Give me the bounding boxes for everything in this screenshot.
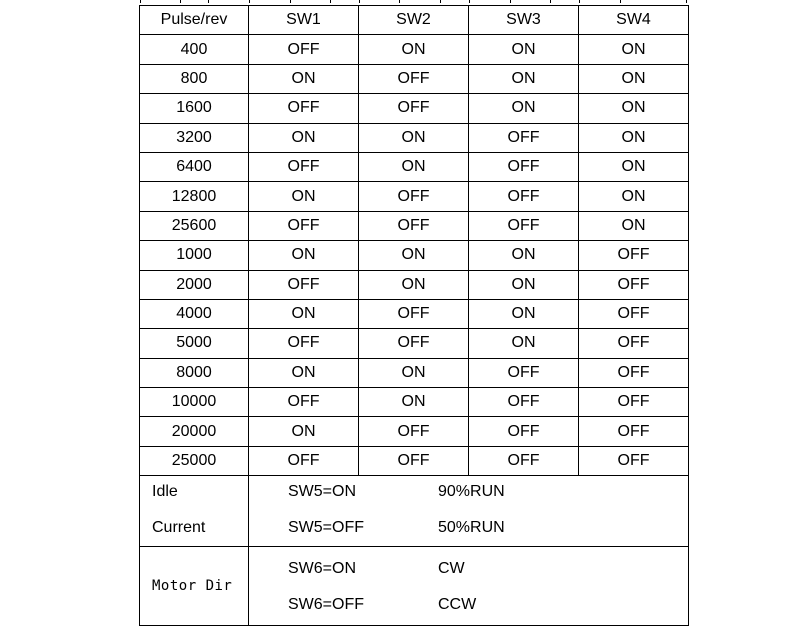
cell-sw4: ON xyxy=(579,211,689,240)
idle-label: Idle xyxy=(152,483,178,501)
cell-pulse-rev: 20000 xyxy=(140,417,249,446)
settings-body xyxy=(140,476,689,626)
cell-sw2: OFF xyxy=(359,94,469,123)
cell-pulse-rev: 10000 xyxy=(140,388,249,417)
sw6-off-result: CCW xyxy=(438,596,477,614)
cell-sw3: OFF xyxy=(469,152,579,181)
cell-sw3: ON xyxy=(469,35,579,64)
table-header-row xyxy=(140,6,689,35)
motor-dir-row xyxy=(140,547,689,626)
table-row xyxy=(140,211,689,240)
table-row xyxy=(140,241,689,270)
cell-sw3: ON xyxy=(469,64,579,93)
sw5-on-result: 90%RUN xyxy=(438,483,505,501)
cell-pulse-rev: 800 xyxy=(140,64,249,93)
cell-sw4: OFF xyxy=(579,388,689,417)
idle-current-label-cell xyxy=(140,476,249,547)
cell-pulse-rev: 8000 xyxy=(140,358,249,387)
cell-sw2: ON xyxy=(359,270,469,299)
cell-sw4: ON xyxy=(579,64,689,93)
cell-sw3: ON xyxy=(469,329,579,358)
motor-dir-label-cell xyxy=(140,547,249,626)
cell-sw1: OFF xyxy=(249,388,359,417)
cell-sw3: OFF xyxy=(469,123,579,152)
table-row xyxy=(140,35,689,64)
sw5-off-result: 50%RUN xyxy=(438,519,505,537)
header-pulse-rev: Pulse/rev xyxy=(140,6,249,35)
cell-sw4: ON xyxy=(579,152,689,181)
header-sw2: SW2 xyxy=(359,6,469,35)
table-row xyxy=(140,417,689,446)
table-row xyxy=(140,299,689,328)
motor-dir-settings-cell xyxy=(249,547,689,626)
table-row xyxy=(140,329,689,358)
dip-switch-settings-table xyxy=(139,5,689,626)
cropped-row-residue xyxy=(140,0,687,3)
cell-sw2: ON xyxy=(359,152,469,181)
cell-pulse-rev: 12800 xyxy=(140,182,249,211)
cell-sw1: OFF xyxy=(249,94,359,123)
cell-sw3: ON xyxy=(469,270,579,299)
header-sw4: SW4 xyxy=(579,6,689,35)
table-row xyxy=(140,182,689,211)
cell-sw1: OFF xyxy=(249,329,359,358)
table-row xyxy=(140,64,689,93)
cell-sw2: OFF xyxy=(359,64,469,93)
cell-sw2: ON xyxy=(359,241,469,270)
idle-current-settings-cell xyxy=(249,476,689,547)
table-row xyxy=(140,270,689,299)
sw6-on-setting: SW6=ON xyxy=(288,560,357,578)
cell-sw2: OFF xyxy=(359,299,469,328)
idle-current-row xyxy=(140,476,689,547)
cell-sw1: ON xyxy=(249,358,359,387)
cell-sw2: ON xyxy=(359,358,469,387)
cell-sw1: ON xyxy=(249,417,359,446)
cell-sw4: OFF xyxy=(579,446,689,475)
cell-sw4: ON xyxy=(579,94,689,123)
table-row xyxy=(140,123,689,152)
cell-sw4: OFF xyxy=(579,417,689,446)
cell-sw2: ON xyxy=(359,35,469,64)
cell-sw4: ON xyxy=(579,123,689,152)
header-sw3: SW3 xyxy=(469,6,579,35)
cell-sw3: OFF xyxy=(469,211,579,240)
cell-sw1: ON xyxy=(249,64,359,93)
cell-pulse-rev: 25000 xyxy=(140,446,249,475)
cell-sw1: OFF xyxy=(249,211,359,240)
table-row xyxy=(140,446,689,475)
motor-dir-label: Motor Dir xyxy=(152,578,233,595)
cell-sw4: OFF xyxy=(579,299,689,328)
table-row xyxy=(140,388,689,417)
cell-sw2: OFF xyxy=(359,182,469,211)
cell-sw2: ON xyxy=(359,123,469,152)
cell-pulse-rev: 5000 xyxy=(140,329,249,358)
cell-pulse-rev: 25600 xyxy=(140,211,249,240)
cell-pulse-rev: 2000 xyxy=(140,270,249,299)
cell-sw2: OFF xyxy=(359,211,469,240)
cell-sw4: ON xyxy=(579,35,689,64)
cell-pulse-rev: 3200 xyxy=(140,123,249,152)
cell-sw1: ON xyxy=(249,241,359,270)
sw6-on-result: CW xyxy=(438,560,465,578)
table-body xyxy=(140,35,689,476)
header-sw1: SW1 xyxy=(249,6,359,35)
table-row xyxy=(140,94,689,123)
cell-pulse-rev: 6400 xyxy=(140,152,249,181)
table-row xyxy=(140,152,689,181)
cell-sw3: OFF xyxy=(469,446,579,475)
cell-sw3: OFF xyxy=(469,388,579,417)
cell-sw2: OFF xyxy=(359,446,469,475)
cell-sw3: ON xyxy=(469,94,579,123)
cell-pulse-rev: 4000 xyxy=(140,299,249,328)
cell-sw4: OFF xyxy=(579,329,689,358)
sw5-on-setting: SW5=ON xyxy=(288,483,357,501)
cell-sw2: ON xyxy=(359,388,469,417)
cell-sw2: OFF xyxy=(359,417,469,446)
cell-sw1: ON xyxy=(249,299,359,328)
cell-sw4: OFF xyxy=(579,270,689,299)
cell-sw4: OFF xyxy=(579,241,689,270)
table-row xyxy=(140,358,689,387)
cell-pulse-rev: 1600 xyxy=(140,94,249,123)
cell-sw4: ON xyxy=(579,182,689,211)
cell-sw1: ON xyxy=(249,123,359,152)
sw5-off-setting: SW5=OFF xyxy=(288,519,365,537)
cell-sw4: OFF xyxy=(579,358,689,387)
cell-sw3: ON xyxy=(469,241,579,270)
cell-sw2: OFF xyxy=(359,329,469,358)
cell-pulse-rev: 1000 xyxy=(140,241,249,270)
cell-sw3: OFF xyxy=(469,182,579,211)
current-label: Current xyxy=(152,519,206,537)
cell-sw3: ON xyxy=(469,299,579,328)
cell-sw1: OFF xyxy=(249,152,359,181)
sw6-off-setting: SW6=OFF xyxy=(288,596,365,614)
cell-sw1: OFF xyxy=(249,270,359,299)
cell-sw3: OFF xyxy=(469,358,579,387)
cell-pulse-rev: 400 xyxy=(140,35,249,64)
cell-sw1: OFF xyxy=(249,446,359,475)
cell-sw1: OFF xyxy=(249,35,359,64)
cell-sw1: ON xyxy=(249,182,359,211)
cell-sw3: OFF xyxy=(469,417,579,446)
